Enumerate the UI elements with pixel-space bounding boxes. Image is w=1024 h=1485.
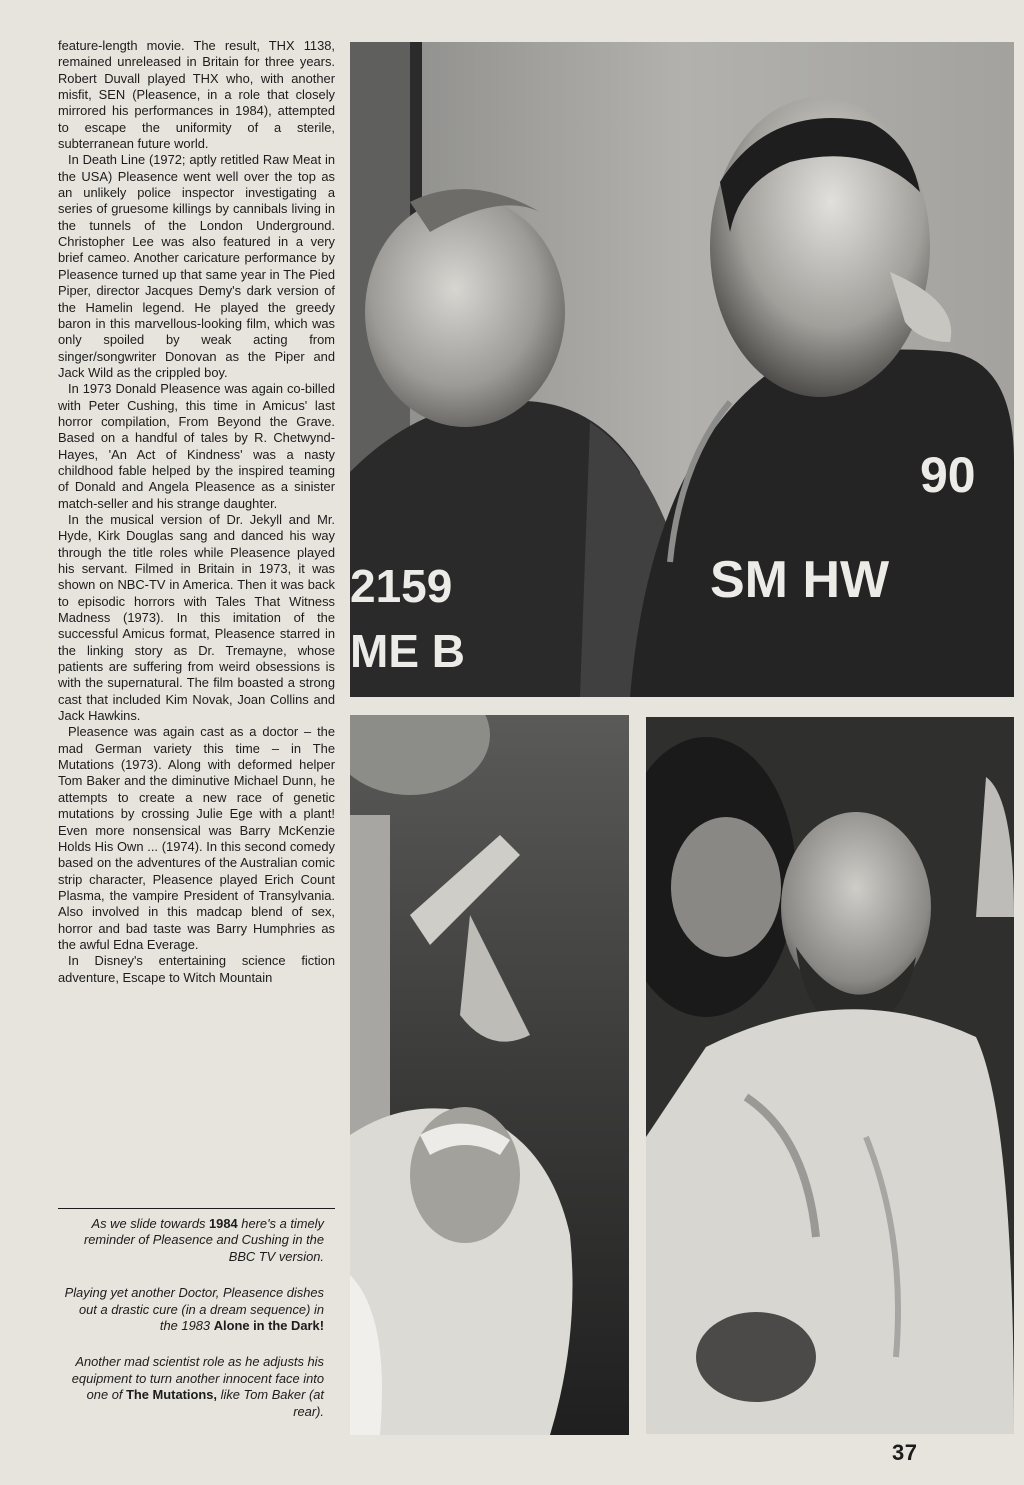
article-paragraph: In Death Line (1972; aptly retitled Raw Meat in the USA) Pleasence went well over the top as an unlikely police inspector investigating a series of gruesome killings by cannibals living in the tunnels of the London Underground. Christopher Lee was also featured in a very brief cameo. Another caricature performance by Pleasence turned up that same year in The Pied Piper, director Jacques Demy's dark version of the Hamelin legend. He played the greedy baron in this marvellous-looking film, which was only spoiled by weak acting from singer/songwriter Donovan as the Piper and Jack Wild as the crippled boy. (58, 152, 335, 380)
caption-alone-in-the-dark: Playing yet another Doctor, Pleasence dishes out a drastic cure (in a dream sequence) in the 1983 Alone in the Dark! (64, 1285, 324, 1334)
article-paragraph: In Disney's entertaining science fiction adventure, Escape to Witch Mountain (58, 953, 335, 985)
captions (58, 1216, 324, 1440)
article-paragraph: Pleasence was again cast as a doctor – the mad German variety this time – in The Mutations (1973). Along with deformed helper Tom Baker and the diminutive Michael Dunn, he attempts to create a new race of genetic mutations by crossing Julie Ege with a plant! Even more nonsensical was Barry McKenzie Holds His Own ... (1974). In this second comedy based on the adventures of the Australian comic strip character, Pleasence played Erich Count Plasma, the vampire President of Transylvania. Also involved in this madcap blend of sex, horror and bad taste was Barry Humphries as the awful Edna Everage. (58, 724, 335, 952)
photo-the-mutations (646, 717, 1014, 1434)
article-paragraph: In the musical version of Dr. Jekyll and Mr. Hyde, Kirk Douglas sang and danced his way through the title roles while Pleasence played his servant. Filmed in Britain in 1973, it was shown on NBC-TV in America. Then it was back to episodic horrors with Tales That Witness Madness (1973). In this imitation of the successful Amicus format, Pleasence starred in the linking story as Dr. Tremayne, whose patients are suffering from weird obsessions is with the supernatural. The film boasted a strong cast that included Kim Novak, Joan Collins and Jack Hawkins. (58, 511, 335, 724)
shirt-number-right: 90 (920, 447, 976, 503)
article-paragraph: In 1973 Donald Pleasence was again co-billed with Peter Cushing, this time in Amicus' last horror compilation, From Beyond the Grave. Based on a handful of tales by R. Chetwynd-Hayes, 'An Act of Kindness' was a nasty childhood fable helped by the inspired teaming of Donald and Angela Pleasence as a sinister match-seller and his strange daughter. (58, 381, 335, 511)
caption-divider (58, 1208, 335, 1209)
shirt-letters-left: ME B (350, 625, 465, 677)
shirt-letters-right: SM HW (710, 551, 890, 609)
caption-the-mutations: Another mad scientist role as he adjusts his equipment to turn another innocent face into one of The Mutations, like Tom Baker (at rear). (71, 1354, 324, 1419)
article-body (58, 38, 335, 986)
photo-1984-pleasence-cushing (350, 42, 1014, 697)
caption-1984: As we slide towards 1984 here's a timely reminder of Pleasence and Cushing in the BBC TV version. (83, 1216, 324, 1264)
article-paragraph: feature-length movie. The result, THX 1138, remained unreleased in Britain for three years. Robert Duvall played THX who, with another misfit, SEN (Pleasence, in a role that closely mirrored his performances in 1984), attempted to escape the uniformity of a sterile, subterranean future world. (58, 38, 335, 152)
page-number: 37 (892, 1440, 918, 1465)
shirt-number-left: 2159 (350, 560, 453, 612)
photo-alone-in-the-dark (350, 715, 629, 1435)
